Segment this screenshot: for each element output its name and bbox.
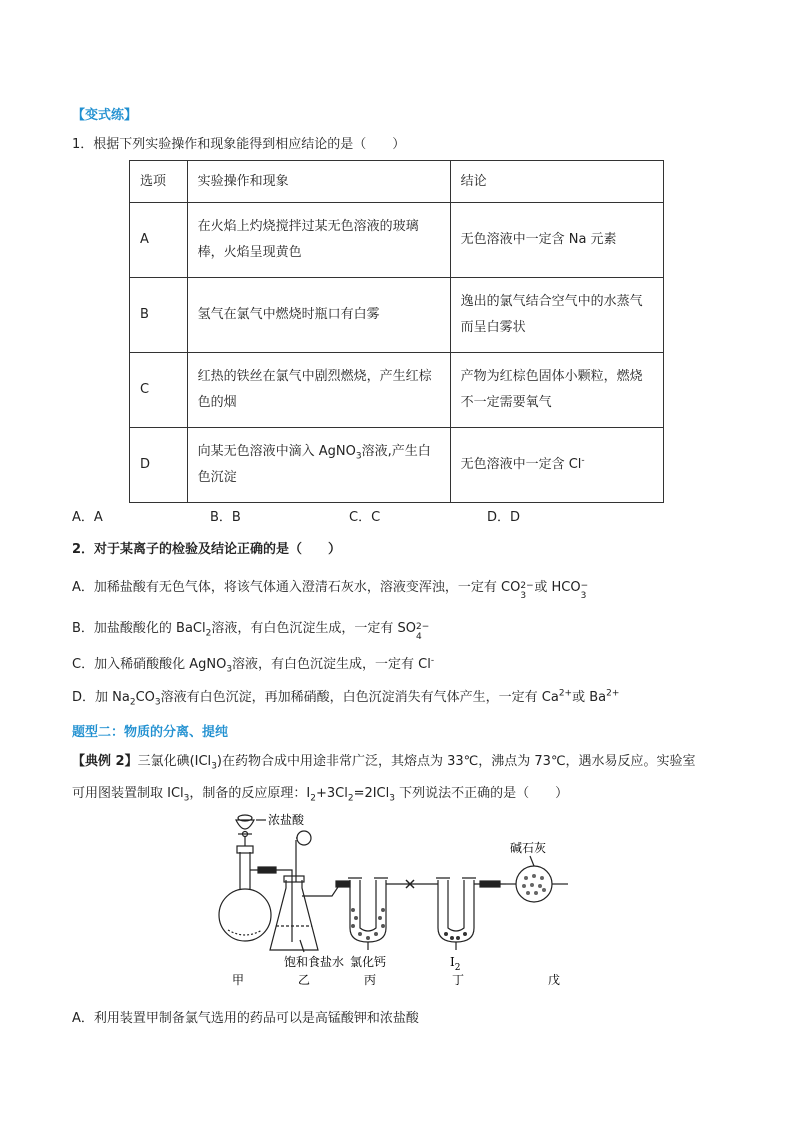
ex2-text: )在药物合成中用途非常广泛，其熔点为 33℃，沸点为 73℃，遇水易反应。实验室 (216, 754, 696, 769)
superscript: − (580, 580, 589, 591)
con-line: 产物为红棕色固体小颗粒，燃烧 (460, 369, 643, 384)
subscript: 2 (454, 963, 461, 973)
q2d-mid2: 溶液有白色沉淀，再加稀硝酸，白色沉淀消失有气体产生，一定有 Ca (160, 690, 559, 705)
subscript: 2 (310, 793, 316, 804)
subscript: 4 (415, 631, 422, 642)
q2a-text: A．加稀盐酸有无色气体，将该气体通入澄清石灰水，溶液变浑浊，一定有 CO (72, 580, 521, 595)
subscript: 3 (355, 451, 362, 462)
table-row (130, 203, 664, 278)
superscript: - (581, 455, 585, 466)
table-header-row (130, 161, 664, 203)
label-iodine-symbol: I (450, 955, 455, 969)
q2-stem: 2．对于某离子的检验及结论正确的是（ ） (72, 542, 342, 557)
q1-option-a[interactable]: A．A (72, 510, 103, 525)
q2b-post: 溶液，有白色沉淀生成，一定有 SO (211, 621, 416, 636)
row-operation (187, 203, 450, 278)
q2-option-a[interactable] (72, 579, 595, 601)
table-row (130, 428, 664, 503)
q2a-mid: 或 HCO (534, 580, 581, 595)
subscript: 3 (226, 664, 233, 675)
subscript: 2 (129, 697, 136, 708)
superscript: - (430, 655, 435, 666)
header-operation: 实验操作和现象 (187, 161, 450, 203)
q1-stem: 1．根据下列实验操作和现象能得到相应结论的是（ ） (72, 137, 406, 152)
label-conc-hcl: 浓盐酸 (268, 813, 305, 827)
ex2-text: =2ICl (353, 786, 390, 801)
subscript: 3 (211, 761, 217, 772)
ex2-text: 下列说法不正确的是（ ） (394, 786, 569, 801)
q1-option-d[interactable]: D．D (487, 510, 521, 525)
superscript: 2− (520, 580, 534, 591)
row-conclusion (450, 428, 663, 503)
superscript: 2+ (558, 688, 573, 699)
ex2-text: 可用图装置制取 ICl (72, 786, 184, 801)
row-option: D (130, 428, 188, 503)
subscript: 3 (154, 697, 161, 708)
label-soda-lime: 碱石灰 (510, 841, 547, 855)
con-text: 无色溶液中一定含 Cl (460, 457, 582, 472)
label-iodine (450, 955, 460, 973)
row-option: A (130, 203, 188, 278)
ex2-text: 三氯化碘(ICl (137, 754, 212, 769)
con-line: 逸出的氯气结合空气中的水蒸气 (460, 294, 643, 309)
ex2-text: +3Cl (315, 786, 348, 801)
section-title-variant: 【变式练】 (72, 108, 138, 123)
superscript: 2− (415, 621, 430, 632)
row-operation (187, 278, 450, 353)
ex2-line2 (72, 785, 568, 803)
ex2-option-a[interactable]: A．利用装置甲制备氯气选用的药品可以是高锰酸钾和浓盐酸 (72, 1011, 419, 1026)
erlenmeyer-flask (270, 831, 318, 950)
row-operation (187, 428, 450, 503)
con-line (461, 452, 653, 478)
op-text: 溶液,产生白 (361, 444, 431, 459)
table-row (130, 353, 664, 428)
q2d-pre: D．加 Na (72, 690, 130, 705)
q2d-mid3: 或 Ba (572, 690, 607, 705)
header-conclusion: 结论 (450, 161, 663, 203)
header-option: 选项 (130, 161, 188, 203)
u-tube-cacl2 (348, 878, 388, 942)
subscript: 3 (520, 590, 527, 601)
op-line: 氢气在氯气中燃烧时瓶口有白雾 (197, 307, 380, 322)
op-line: 在火焰上灼烧搅拌过某无色溶液的玻璃 (197, 219, 419, 234)
op-text: 向某无色溶液中滴入 AgNO (197, 444, 356, 459)
subscript: 2 (347, 793, 354, 804)
op-line: 色沉淀 (197, 470, 237, 485)
subscript: 3 (183, 793, 190, 804)
round-bottom-flask (219, 846, 271, 941)
q2c-text: C．加入稀硝酸酸化 AgNO (72, 657, 227, 672)
con-line: 而呈白雾状 (460, 320, 526, 335)
device-name-jia: 甲 (232, 973, 245, 987)
device-name-wu: 戊 (548, 973, 561, 987)
op-line: 棒，火焰呈现黄色 (197, 245, 302, 260)
subscript: 3 (389, 793, 395, 804)
q2-option-d[interactable] (72, 689, 619, 707)
q2-option-b[interactable] (72, 620, 430, 642)
section-title-separation: 题型二：物质的分离、提纯 (72, 725, 229, 740)
u-tube-iodine (436, 878, 476, 942)
op-line: 红热的铁丝在氯气中剧烈燃烧，产生红棕 (197, 369, 432, 384)
row-conclusion (450, 203, 663, 278)
row-conclusion (450, 278, 663, 353)
ex2-tag: 【典例 2】 (72, 754, 138, 769)
ex2-line1 (72, 753, 696, 771)
row-operation (187, 353, 450, 428)
label-cacl2: 氯化钙 (350, 955, 387, 969)
subscript: 2 (205, 628, 212, 639)
dropping-funnel (236, 815, 254, 846)
label-brine: 饱和食盐水 (284, 955, 345, 969)
subscript: 3 (580, 590, 587, 601)
apparatus-figure (200, 810, 600, 990)
table-row (130, 278, 664, 353)
row-option: B (130, 278, 188, 353)
drying-tube-soda-lime (506, 866, 568, 902)
con-line: 不一定需要氧气 (460, 395, 552, 410)
bicarbonate-ion-script (580, 580, 595, 601)
op-line: 色的烟 (197, 395, 237, 410)
q1-table (129, 160, 664, 503)
row-conclusion (450, 353, 663, 428)
q2-option-c[interactable] (72, 656, 434, 674)
ex2-text: ，制备的反应原理：I (189, 786, 311, 801)
q1-option-c[interactable]: C．C (349, 510, 381, 525)
carbonate-ion-script (520, 580, 534, 601)
q2b-pre: B．加盐酸酸化的 BaCl (72, 621, 206, 636)
row-option: C (130, 353, 188, 428)
superscript: 2+ (606, 688, 620, 699)
device-name-bing: 丙 (364, 973, 377, 987)
q2c-post: 溶液，有白色沉淀生成，一定有 Cl (232, 657, 431, 672)
device-name-yi: 乙 (298, 973, 311, 987)
con-line: 无色溶液中一定含 Na 元素 (460, 232, 617, 247)
q1-option-b[interactable]: B．B (210, 510, 241, 525)
device-name-ding: 丁 (452, 973, 465, 987)
q2d-mid1: CO (135, 690, 155, 705)
op-line (198, 439, 440, 465)
sulfate-ion-script (415, 621, 430, 642)
